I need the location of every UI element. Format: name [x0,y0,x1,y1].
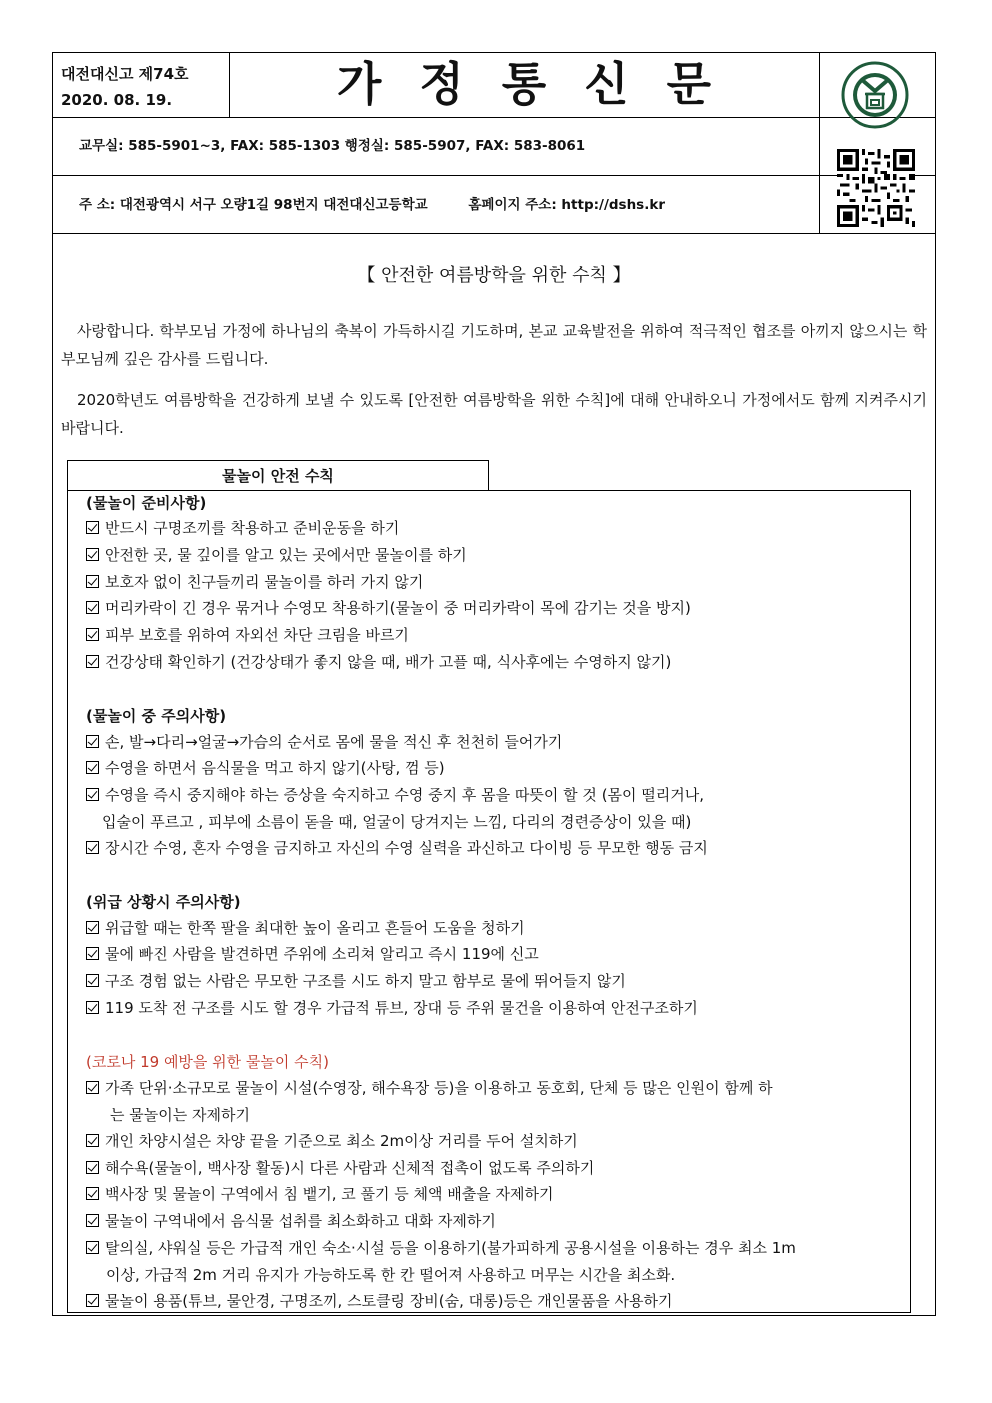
issue-info [61,61,189,113]
list-item: 장시간 수영, 혼자 수영을 금지하고 자신의 수영 실력을 과신하고 다이빙 등 무모한 행동 금지 [86,838,708,858]
header-divider [819,53,820,233]
list-item: 머리카락이 긴 경우 묶거나 수영모 착용하기(물놀이 중 머리카락이 목에 감기는 것을 방지) [86,598,691,618]
checkbox-icon [86,1001,99,1014]
list-item: 119 도착 전 구조를 시도 할 경우 가급적 튜브, 장대 등 주위 물건을 이용하여 안전구조하기 [86,998,698,1018]
list-item: 개인 차양시설은 차양 끝을 기준으로 최소 2m이상 거리를 두어 설치하기 [86,1131,578,1151]
checkbox-icon [86,921,99,934]
checkbox-icon [86,521,99,534]
newsletter-frame [52,52,936,1316]
qr-code-icon [837,149,915,227]
checkbox-icon [86,1081,99,1094]
intro-paragraph: 2020학년도 여름방학을 건강하게 보낼 수 있도록 [안전한 여름방학을 위한 수칙]에 대해 안내하오니 가정에서도 함께 지켜주시기 바랍니다. [61,391,927,437]
section-title: (물놀이 준비사항) [86,494,207,512]
homepage-link[interactable]: 홈페이지 주소: http://dshs.kr [468,197,665,213]
list-item: 물놀이 용품(튜브, 물안경, 구명조끼, 스토클링 장비(숨, 대롱)등은 개인물품을 사용하기 [86,1291,672,1311]
checkbox-icon [86,788,99,801]
list-item: 물에 빠진 사람을 발견하면 주위에 소리쳐 알리고 즉시 119에 신고 [86,944,539,964]
list-item: 수영을 하면서 음식물을 먹고 하지 않기(사탕, 껌 등) [86,758,445,778]
box-title: 물놀이 안전 수칙 [67,460,489,490]
checkbox-icon [86,1294,99,1307]
address-line [79,193,665,213]
checkbox-icon [86,761,99,774]
list-item-continuation: 는 물놀이는 자제하기 [110,1106,250,1124]
page-title: 가정통신문 [336,57,750,111]
section-title-covid: (코로나 19 예방을 위한 물놀이 수칙) [86,1053,330,1071]
list-item: 구조 경험 없는 사람은 무모한 구조를 시도 하지 말고 함부로 물에 뛰어들지 않기 [86,971,626,991]
list-item: 물놀이 구역내에서 음식물 섭취를 최소화하고 대화 자제하기 [86,1211,496,1231]
section-title: (위급 상황시 주의사항) [86,893,241,911]
list-item: 수영을 즉시 중지해야 하는 증상을 숙지하고 수영 중지 후 몸을 따뜻이 할 것 (몸이 떨리거나, [86,785,704,805]
list-item: 해수욕(물놀이, 백사장 활동)시 다른 사람과 신체적 접촉이 없도록 주의하기 [86,1158,594,1178]
intro-paragraph: 사랑합니다. 학부모님 가정에 하나님의 축복이 가득하시길 기도하며, 본교 교육발전을 위하여 적극적인 협조를 아끼지 않으시는 학부모님께 깊은 감사를 드립니다. [61,322,927,368]
header-divider [53,117,935,118]
checkbox-icon [86,947,99,960]
list-item: 위급할 때는 한쪽 팔을 최대한 높이 올리고 흔들어 도움을 청하기 [86,918,525,938]
checkbox-icon [86,974,99,987]
list-item: 피부 보호를 위하여 자외선 차단 크림을 바르기 [86,625,409,645]
list-item: 보호자 없이 친구들끼리 물놀이를 하러 가지 않기 [86,572,423,592]
header-divider [53,233,935,234]
safety-rules-box [67,490,911,1313]
issue-date: 2020. 08. 19. [61,91,173,109]
header-divider [53,175,935,176]
checkbox-icon [86,1187,99,1200]
list-item-continuation: 입술이 푸르고 , 피부에 소름이 돋을 때, 얼굴이 당겨지는 느낌, 다리의 경련증상이 있을 때) [102,813,692,831]
section-title: (물놀이 중 주의사항) [86,707,227,725]
checkbox-icon [86,575,99,588]
list-item: 안전한 곳, 물 깊이를 알고 있는 곳에서만 물놀이를 하기 [86,545,467,565]
school-address: 주 소: 대전광역시 서구 오량1길 98번지 대전대신고등학교 [79,197,428,213]
checkbox-icon [86,1241,99,1254]
notice-heading: 【 안전한 여름방학을 위한 수칙 】 [357,265,631,286]
checkbox-icon [86,1134,99,1147]
checkbox-icon [86,628,99,641]
list-item: 손, 발→다리→얼굴→가슴의 순서로 몸에 물을 적신 후 천천히 들어가기 [86,732,562,752]
checkbox-icon [86,655,99,668]
contact-info: 교무실: 585-5901~3, FAX: 585-1303 행정실: 585-5907, FAX: 583-8061 [79,138,586,154]
list-item: 탈의실, 샤워실 등은 가급적 개인 숙소·시설 등을 이용하기(불가피하게 공용시설을 이용하는 경우 최소 1m [86,1238,796,1258]
checkbox-icon [86,601,99,614]
checkbox-icon [86,1161,99,1174]
list-item: 가족 단위·소규모로 물놀이 시설(수영장, 해수욕장 등)을 이용하고 동호회, 단체 등 많은 인원이 함께 하 [86,1078,773,1098]
list-item: 건강상태 확인하기 (건강상태가 좋지 않을 때, 배가 고플 때, 식사후에는 수영하지 않기) [86,652,671,672]
list-item-continuation: 이상, 가급적 2m 거리 유지가 가능하도록 한 칸 떨어져 사용하고 머무는 시간을 최소화. [106,1266,676,1284]
checkbox-icon [86,548,99,561]
checkbox-icon [86,735,99,748]
checkbox-icon [86,841,99,854]
school-emblem-icon [841,61,909,129]
checkbox-icon [86,1214,99,1227]
issue-number: 대전대신고 제74호 [61,65,189,83]
list-item: 백사장 및 물놀이 구역에서 침 뱉기, 코 풀기 등 체액 배출을 자제하기 [86,1184,553,1204]
list-item: 반드시 구명조끼를 착용하고 준비운동을 하기 [86,518,399,538]
